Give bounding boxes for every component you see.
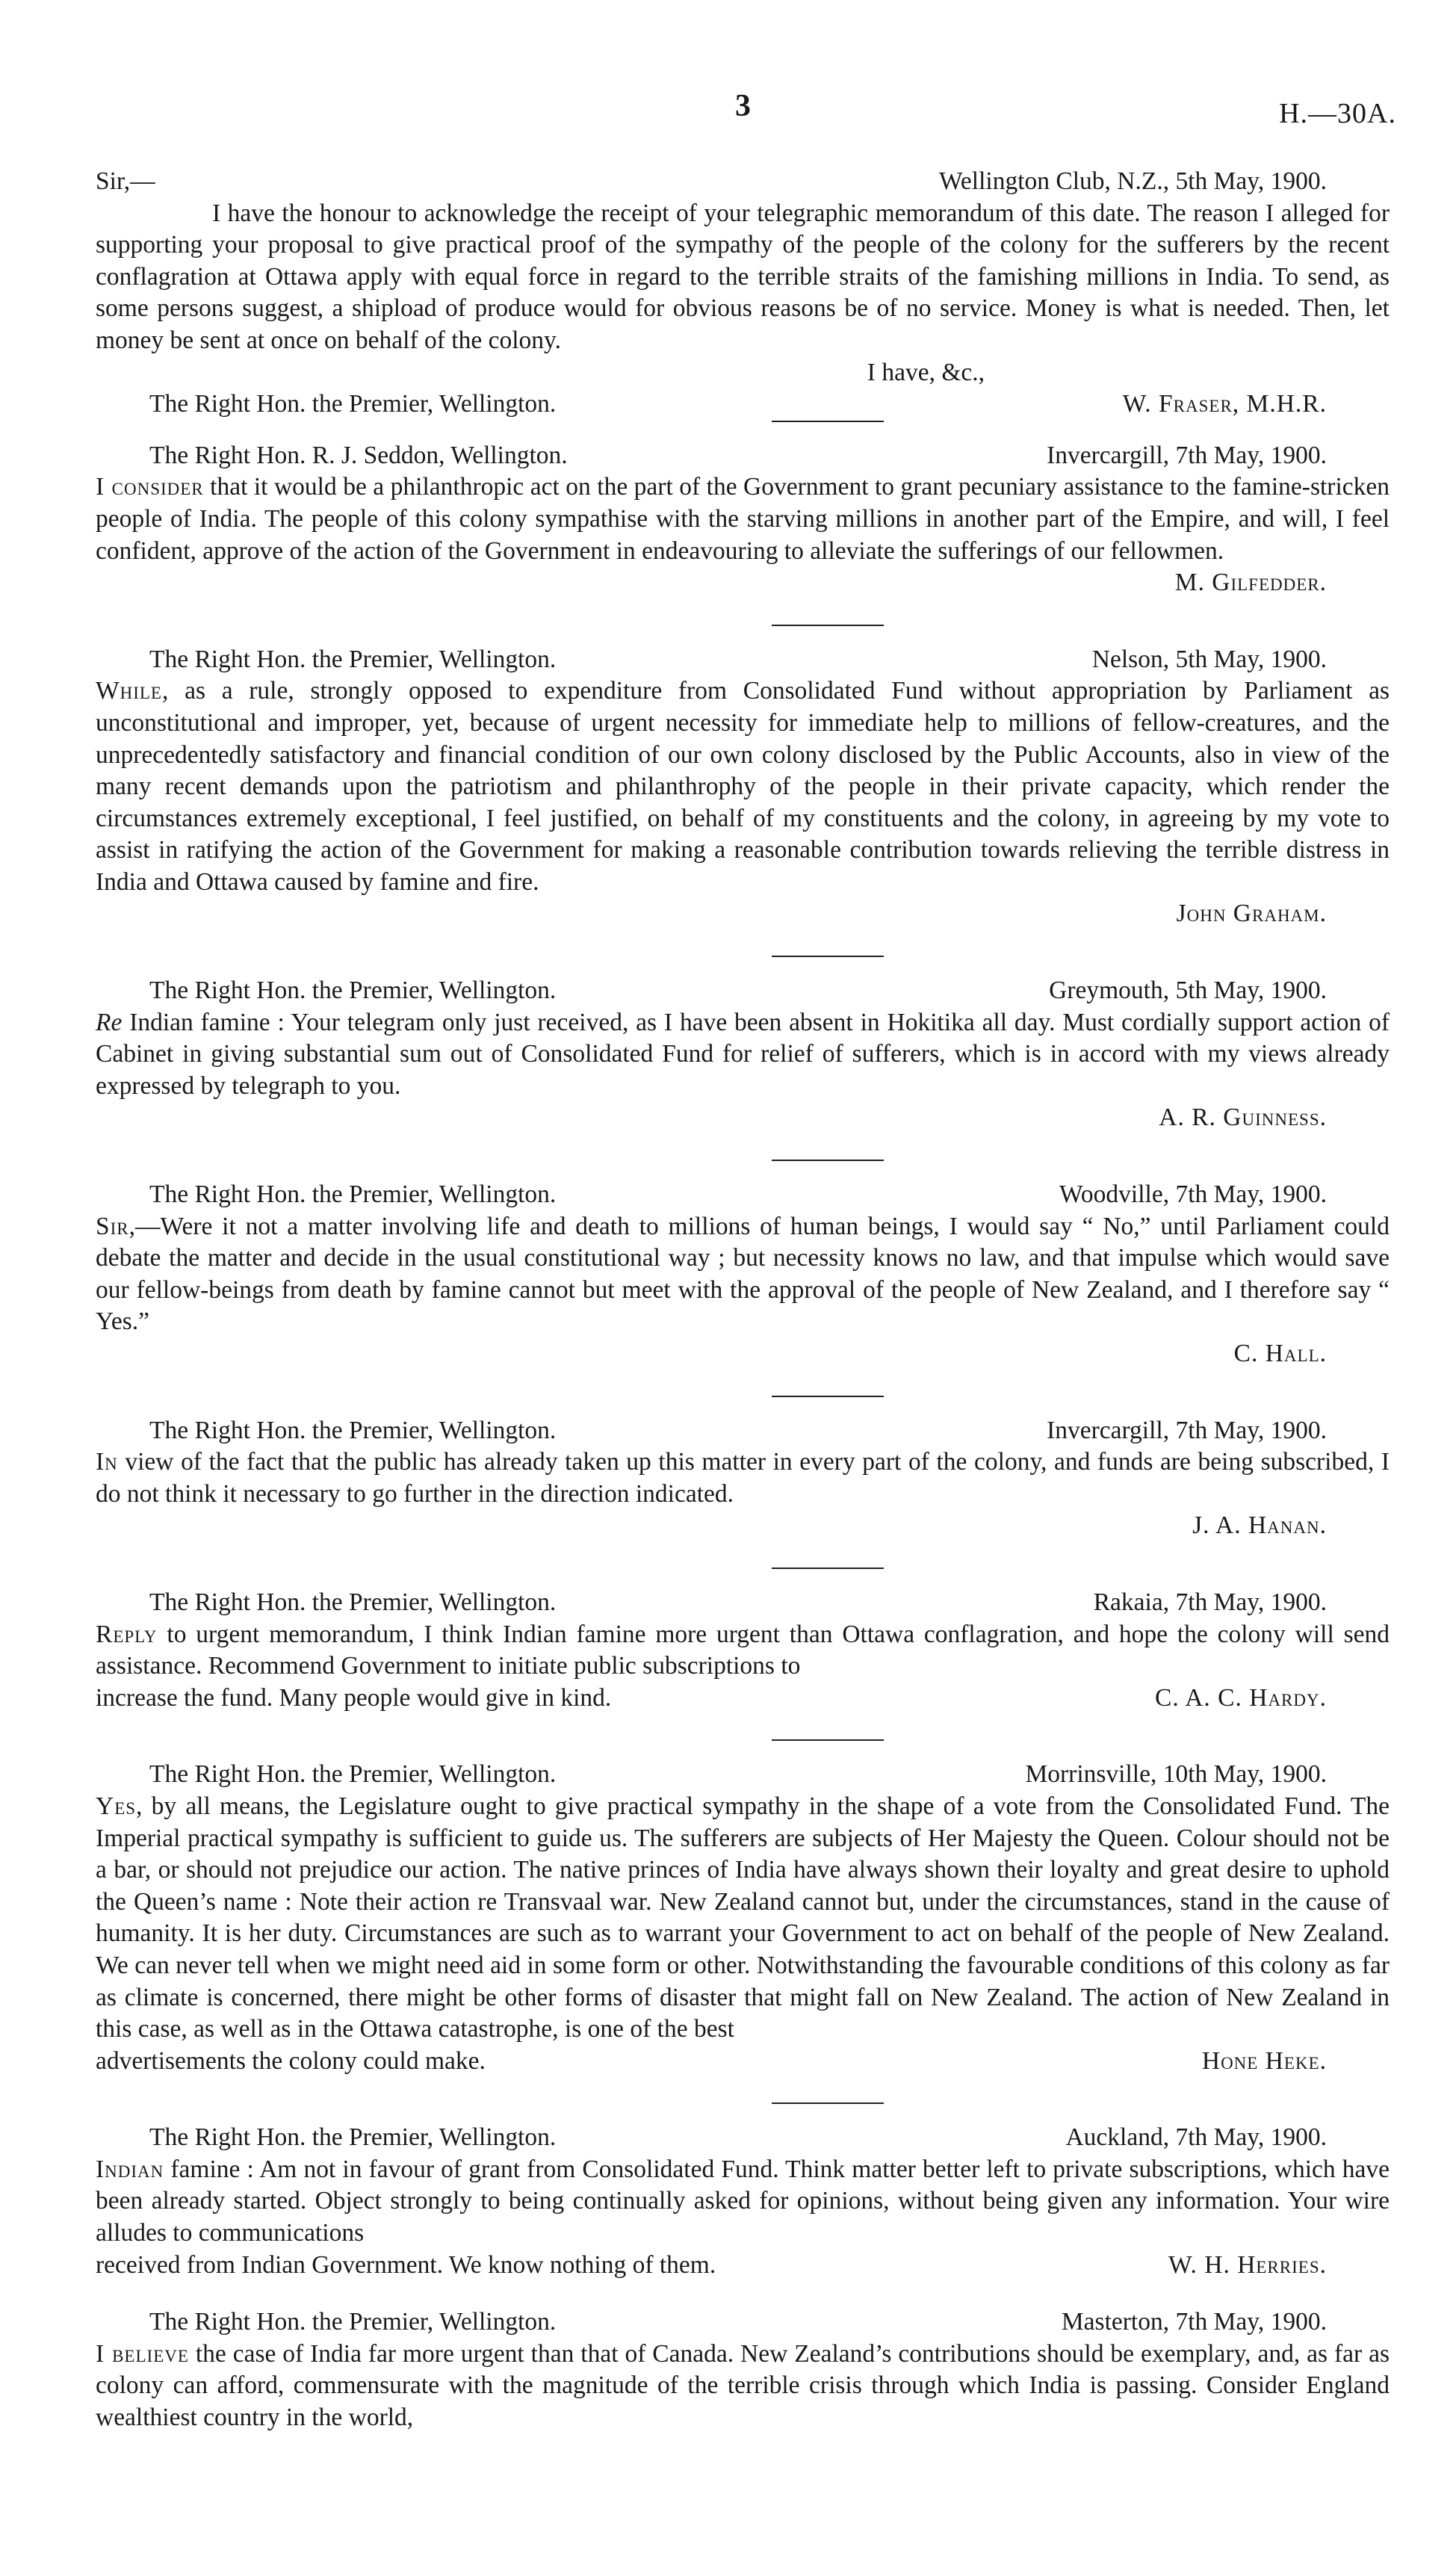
lead-words: Yes — [96, 1792, 137, 1820]
letter-body: I consider that it would be a philanthropic act on the part of the Government to grant pecuniary assistance to the famine-stricken people of India. The people of this colony sympathise with the starving millions in another part of the Empire, and will, I feel confident, approve of the action of the Government in endeavouring to alleviate the sufferings of our fellowmen. — [96, 473, 1390, 565]
separator-rule — [772, 2102, 884, 2104]
letter-last-line: advertisements the colony could make. — [96, 2046, 486, 2075]
signature: C. Hall. — [1233, 1340, 1327, 1367]
separator-rule — [772, 956, 884, 957]
letter-body: Indian famine : Am not in favour of grant from Consolidated Fund. Think matter better left to private subscriptions, which have been already started. Object strongly to being continually asked for opinions, without being given any information. Your wire alludes to communications — [96, 2155, 1390, 2247]
place-date: Morrinsville, 10th May, 1900. — [1025, 1760, 1327, 1789]
salutation: Sir,— — [96, 167, 155, 195]
place-date: Invercargill, 7th May, 1900. — [1047, 1416, 1327, 1444]
letter-last-line: increase the fund. Many people would give in kind. — [96, 1683, 612, 1712]
place-date: Auckland, 7th May, 1900. — [1065, 2123, 1327, 2152]
signature: W. Fraser, M.H.R. — [1122, 390, 1327, 418]
place-date: Nelson, 5th May, 1900. — [1091, 645, 1327, 673]
addressee: The Right Hon. R. J. Seddon, Wellington. — [149, 441, 568, 469]
lead-words: Reply — [96, 1620, 158, 1648]
letter-body: While, as a rule, strongly opposed to expenditure from Consolidated Fund without appropriation by Parliament as unconstitutional and improper, yet, because of urgent necessity for immediate help to millions of fellow-creatures, and the unprecedentedly satisfactory and financial condition of our own colony disclosed by the Public Accounts, also in view of the many recent demands upon the patriotism and philanthrophy of the people in their private capacity, which render the circumstances extremely exceptional, I feel justified, on behalf of my constituents and the colony, in agreeing by my vote to assist in ratifying the action of the Government for making a reasonable contribution towards relieving the terrible distress in India and Ottawa caused by famine and fire. — [96, 677, 1390, 896]
place-date: Greymouth, 5th May, 1900. — [1049, 977, 1327, 1005]
letter-herries — [96, 2122, 1390, 2281]
letter-graham — [96, 644, 1390, 930]
lead-words: While — [96, 677, 162, 705]
lead-words: I believe — [96, 2339, 189, 2368]
letter-body: I have the honour to acknowledge the receipt of your telegraphic memorandum of this date. The reason I alleged for supporting your proposal to give practical proof of the sympathy of the people of the colony for the sufferers by the recent conflagration at Ottawa apply with equal force in regard to the terrible straits of the famishing millions in India. To send, as some persons suggest, a shipload of produce would for obvious reasons be of no service. Money is what is needed. Then, let money be sent at once on behalf of the colony. — [96, 199, 1390, 354]
signature: J. A. Hanan. — [1192, 1511, 1327, 1540]
document-reference: H.—30A. — [1279, 98, 1396, 129]
place-date: Masterton, 7th May, 1900. — [1061, 2308, 1327, 2336]
letter-hardy — [96, 1587, 1390, 1714]
signature: W. H. Herries. — [1168, 2250, 1327, 2279]
letter-hall — [96, 1179, 1390, 1370]
addressee: The Right Hon. the Premier, Wellington. — [149, 1416, 557, 1444]
signature: M. Gilfedder. — [1174, 569, 1327, 597]
page-number: 3 — [735, 89, 751, 123]
letter-body: Re Indian famine : Your telegram only just received, as I have been absent in Hokitika all day. Must cordially support action of Cabinet in giving substantial sum out of Consolidated Fund for relief of sufferers, which is in accord with my views already expressed by telegraph to you. — [96, 1008, 1390, 1100]
separator-rule — [772, 625, 884, 626]
place-date: Wellington Club, N.Z., 5th May, 1900. — [938, 167, 1327, 195]
addressee: The Right Hon. the Premier, Wellington. — [149, 1180, 557, 1209]
letter-guinness — [96, 975, 1390, 1134]
document-body — [96, 166, 1390, 2434]
place-date: Woodville, 7th May, 1900. — [1059, 1180, 1327, 1209]
signature: C. A. C. Hardy. — [1154, 1683, 1327, 1712]
signature: John Graham. — [1176, 900, 1327, 928]
lead-words: Re — [96, 1008, 123, 1036]
place-date: Rakaia, 7th May, 1900. — [1093, 1588, 1327, 1616]
closing: I have, &c., — [867, 358, 985, 386]
lead-words: In — [96, 1448, 118, 1476]
letter-gilfedder — [96, 440, 1390, 599]
addressee: The Right Hon. the Premier, Wellington. — [149, 1588, 557, 1616]
separator-rule — [772, 1396, 884, 1397]
addressee: The Right Hon. the Premier, Wellington. — [149, 2308, 557, 2336]
separator-rule — [772, 1739, 884, 1741]
place-date: Invercargill, 7th May, 1900. — [1047, 441, 1327, 469]
signature: A. R. Guinness. — [1159, 1104, 1327, 1132]
letter-heke — [96, 1759, 1390, 2077]
letter-last-line: received from Indian Government. We know nothing of them. — [96, 2250, 716, 2279]
lead-words: Indian — [96, 2155, 164, 2183]
separator-rule — [772, 421, 884, 422]
separator-rule — [772, 1568, 884, 1569]
addressee: The Right Hon. the Premier, Wellington. — [149, 390, 557, 418]
letter-body: Yes, by all means, the Legislature ought to give practical sympathy in the shape of a vote from the Consolidated Fund. The Imperial practical sympathy is sufficient to guide us. The sufferers are subjects of Her Majesty the Queen. Colour should not be a bar, or should not prejudice our action. The native princes of India have always shown their loyalty and great desire to uphold the Queen’s name : Note their action re Transvaal war. New Zealand cannot but, under the circumstances, stand in the cause of humanity. It is her duty. Circumstances are such as to warrant your Government to act on behalf of the people of New Zealand. We can never tell when we might need aid in some form or other. Notwithstanding the favourable conditions of this colony as far as climate is concerned, there might be other forms of disaster that might fall on New Zealand. The action of New Zealand in this case, as well as in the Ottawa catastrophe, is one of the best — [96, 1792, 1390, 2043]
separator-rule — [772, 1160, 884, 1161]
letter-body: Reply to urgent memorandum, I think Indian famine more urgent than Ottawa conflagration, and hope the colony will send assistance. Recommend Government to initiate public subscriptions to — [96, 1620, 1390, 1680]
signature: Hone Heke. — [1201, 2046, 1327, 2075]
letter-body: I believe the case of India far more urgent than that of Canada. New Zealand’s contributions should be exemplary, and, as far as colony can afford, commensurate with the magnitude of the terrible crisis through which India is passing. Consider England wealthiest country in the world, — [96, 2339, 1390, 2432]
letter-hanan — [96, 1415, 1390, 1542]
lead-words: Sir — [96, 1212, 129, 1240]
letter-body: Sir,—Were it not a matter involving life and death to millions of human beings, I would say “ No,” until Parliament could debate the matter and decide in the usual constitutional way ; but necessity knows no law, and that impulse which would save our fellow-beings from death by famine cannot but meet with the approval of the people of New Zealand, and I therefore say “ Yes.” — [96, 1212, 1390, 1336]
addressee: The Right Hon. the Premier, Wellington. — [149, 2123, 557, 2152]
letter-body: In view of the fact that the public has already taken up this matter in every part of the colony, and funds are being subscribed, I do not think it necessary to go further in the direction indicated. — [96, 1448, 1390, 1508]
letter-fraser — [96, 166, 1390, 421]
lead-words: I consider — [96, 473, 204, 501]
addressee: The Right Hon. the Premier, Wellington. — [149, 645, 557, 673]
addressee: The Right Hon. the Premier, Wellington. — [149, 1760, 557, 1789]
addressee: The Right Hon. the Premier, Wellington. — [149, 977, 557, 1005]
letter-masterton — [96, 2306, 1390, 2433]
